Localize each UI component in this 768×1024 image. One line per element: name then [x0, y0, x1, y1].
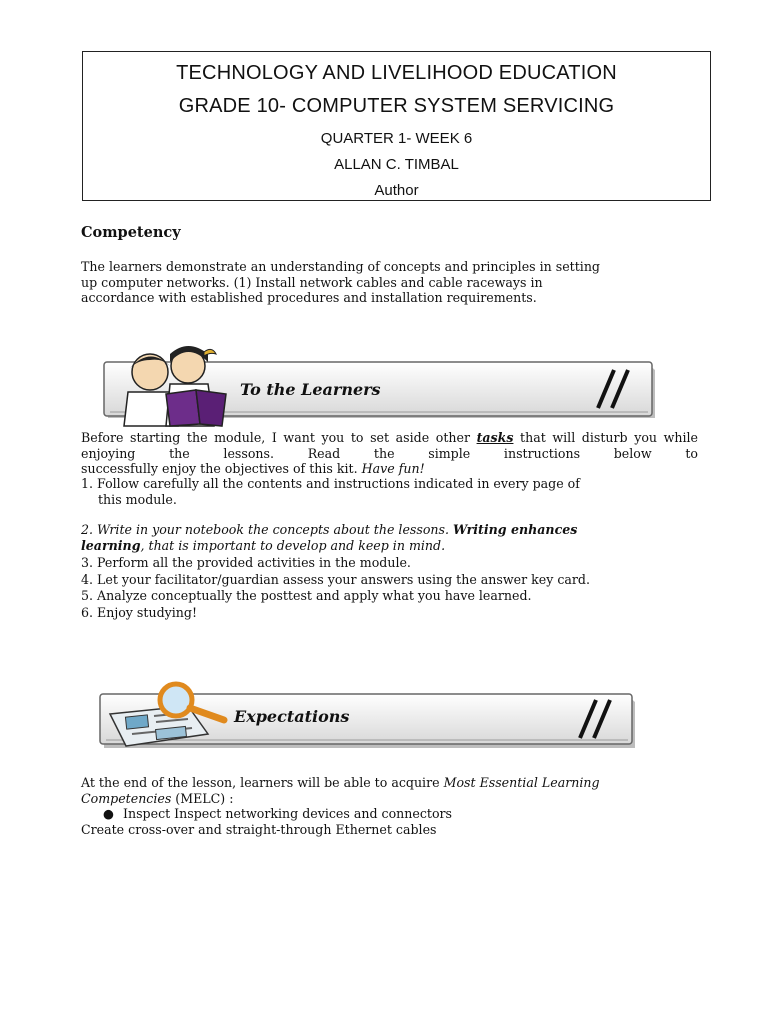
bullet-icon: ● [103, 806, 114, 821]
step-5: 5. Analyze conceptually the posttest and apply what you have learned. [81, 588, 532, 603]
expectations-melc-1: Most Essential Learning [443, 775, 600, 790]
competency-heading: Competency [81, 224, 181, 241]
step-2-text-end: , that is important to develop and keep in mind. [140, 537, 446, 553]
quarter-week: QUARTER 1- WEEK 6 [320, 130, 473, 147]
intro-line-1c: that will disturb [513, 430, 628, 445]
competency-paragraph [81, 259, 701, 306]
author-label: Author [374, 182, 419, 199]
steps-3-6 [81, 555, 701, 620]
expectations-line-1a: At the end of the lesson, learners will be able to acquire [81, 775, 444, 790]
step-2 [81, 522, 701, 553]
bullet-text: Inspect Inspect networking devices and connectors [123, 806, 453, 821]
step-3: 3. Perform all the provided activities in the module. [81, 555, 411, 570]
expectations-melc-2: Competencies [81, 790, 172, 806]
competency-line-3: accordance with established procedures and installation requirements. [81, 290, 537, 305]
step-1 [81, 476, 701, 507]
step-1-line-2: this module. [98, 491, 177, 507]
course-title: GRADE 10- COMPUTER SYSTEM SERVICING [178, 95, 615, 117]
intro-line-1a: Before starting the module, I want you to set aside other [81, 430, 477, 445]
expectations-banner-title: Expectations [234, 707, 350, 726]
subject-title: TECHNOLOGY AND LIVELIHOOD EDUCATION [176, 62, 617, 84]
expectations-line-2b: (MELC) : [171, 790, 234, 806]
step-2-text: 2. Write in your notebook the concepts about the lessons. [81, 522, 453, 537]
expectations-paragraph [81, 775, 701, 806]
expectations-banner [96, 676, 641, 756]
learners-banner [100, 340, 660, 428]
intro-line-2: you while enjoying the lessons. Read the simple instructions below to [81, 430, 699, 461]
learners-banner-title: To the Learners [240, 380, 381, 399]
step-2-emphasis: Writing enhances [453, 522, 578, 537]
step-6: 6. Enjoy studying! [81, 604, 198, 620]
expectations-last-line: Create cross-over and straight-through Ethernet cables [81, 822, 437, 837]
intro-have-fun: Have fun! [361, 461, 425, 476]
intro-line-3a: successfully enjoy the objectives of this kit. [81, 461, 362, 476]
competency-line-2: up computer networks. (1) Install network cables and cable raceways in [81, 274, 543, 290]
competency-line-1: The learners demonstrate an understanding of concepts and principles in setting [81, 259, 600, 274]
author-name: ALLAN C. TIMBAL [334, 156, 459, 173]
step-4: 4. Let your facilitator/guardian assess your answers using the answer key card. [81, 571, 590, 587]
intro-tasks: tasks [476, 430, 514, 445]
title-box [82, 51, 711, 201]
intro-paragraph [81, 430, 698, 477]
step-1-line-1: 1. Follow carefully all the contents and instructions indicated in every page of [81, 476, 580, 491]
bullet-item [103, 806, 452, 822]
step-2-learning: learning [81, 537, 141, 553]
